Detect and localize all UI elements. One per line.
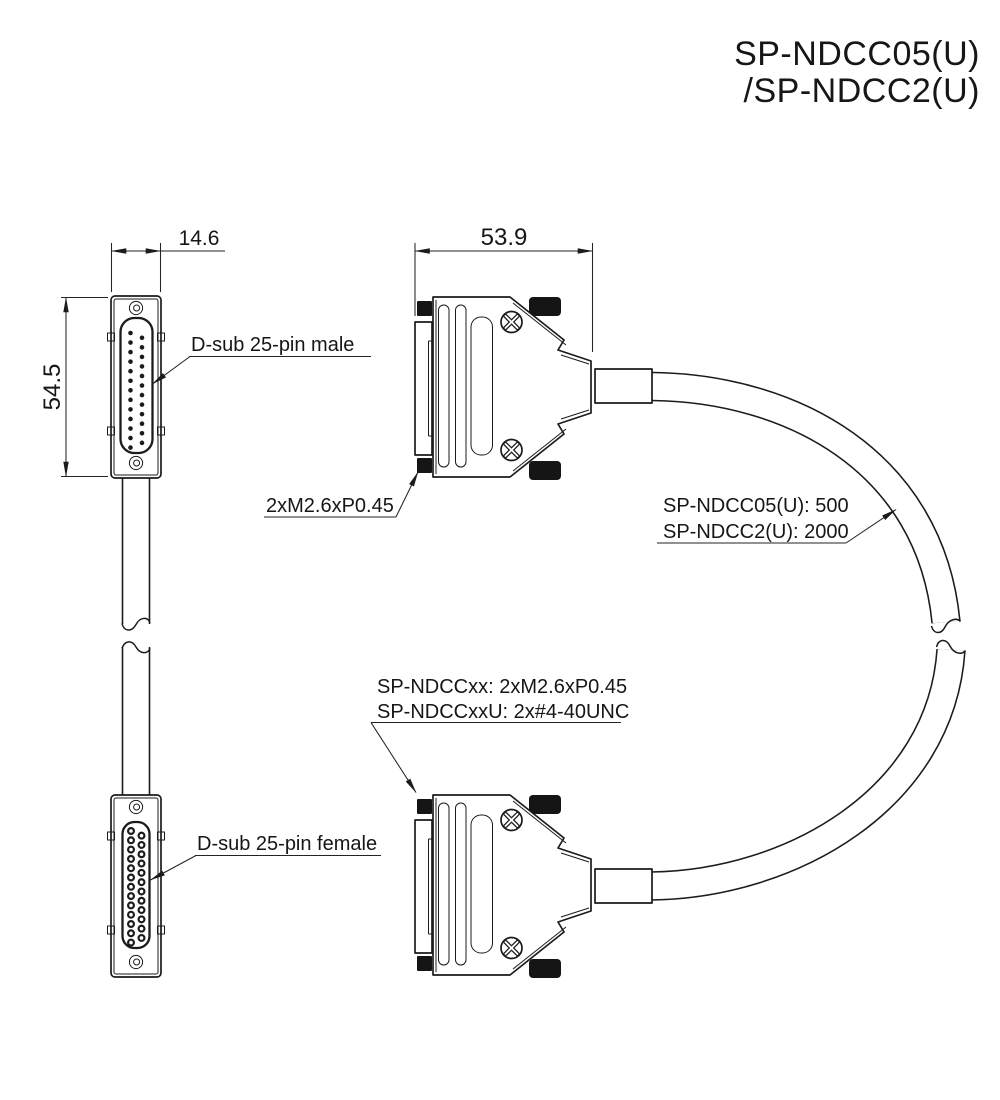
- cable-left-upper: [122, 477, 150, 630]
- cable-left-lower: [122, 642, 150, 796]
- pin: [140, 374, 145, 379]
- strain-relief-top: [595, 369, 652, 403]
- label-screw-variants: [371, 676, 629, 793]
- pin: [140, 335, 145, 340]
- pin: [128, 350, 133, 355]
- pin: [140, 383, 145, 388]
- title-line2: /SP-NDCC2(U): [743, 72, 980, 110]
- jack-screw-label: 2xM2.6xP0.45: [266, 495, 394, 517]
- pin: [140, 441, 145, 446]
- dimension-front-width: [112, 227, 226, 292]
- screw-variant-line1: SP-NDCCxx: 2xM2.6xP0.45: [377, 676, 628, 698]
- pin: [128, 426, 133, 431]
- pin-field-male: [121, 318, 153, 453]
- pin: [128, 378, 133, 383]
- cable-length-line1: SP-NDCC05(U): 500: [663, 495, 849, 517]
- pin: [128, 417, 133, 422]
- label-cable-length: [657, 495, 896, 543]
- pin: [128, 359, 133, 364]
- pin: [140, 402, 145, 407]
- pin: [140, 364, 145, 369]
- title-line1: SP-NDCC05(U): [734, 35, 980, 73]
- pin: [128, 369, 133, 374]
- pin: [140, 345, 145, 350]
- pin: [128, 331, 133, 336]
- screw-variant-line2: SP-NDCCxxU: 2x#4-40UNC: [377, 701, 630, 723]
- cable-length-line2: SP-NDCC2(U): 2000: [663, 521, 849, 543]
- strain-relief-bottom: [595, 869, 652, 903]
- pin: [140, 355, 145, 360]
- pin: [128, 398, 133, 403]
- label-male-connector: [153, 334, 372, 384]
- pin: [128, 388, 133, 393]
- dim-text-front-height: 54.5: [39, 363, 66, 411]
- pin: [128, 340, 133, 345]
- cable-right-lower: [652, 640, 966, 886]
- pin: [140, 421, 145, 426]
- dim-text-front-width: 14.6: [178, 227, 220, 250]
- female-connector-label: D-sub 25-pin female: [197, 833, 378, 855]
- side-connector-bottom: [415, 795, 591, 978]
- pin: [140, 393, 145, 398]
- label-jack-screw: [264, 472, 418, 517]
- pin: [128, 407, 133, 412]
- male-connector-label: D-sub 25-pin male: [191, 334, 355, 356]
- dim-text-side-length: 53.9: [480, 224, 528, 251]
- label-female-connector: [151, 833, 382, 880]
- dimension-front-height: [39, 298, 108, 477]
- pin: [140, 431, 145, 436]
- pin: [128, 445, 133, 450]
- pin: [140, 412, 145, 417]
- side-connector-top: [415, 297, 591, 480]
- part-number-title: [734, 35, 980, 110]
- pin: [128, 436, 133, 441]
